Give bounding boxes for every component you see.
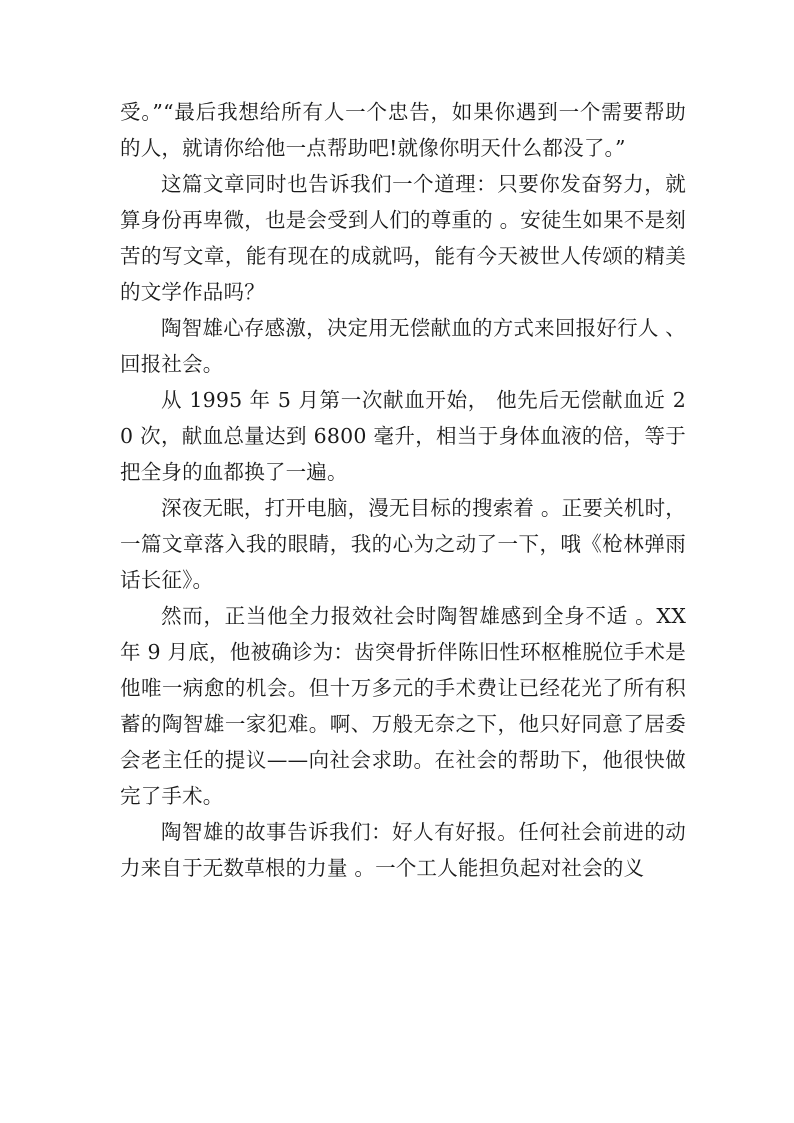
paragraph-continuation: 受。”“最后我想给所有人一个忠告，如果你遇到一个需要帮助的人，就请你给他一点帮助吧!就像你明天什么都没了。” [120,100,686,160]
paragraph-gratitude: 陶智雄心存感激，决定用无偿献血的方式来回报好行人 、回报社会。 [120,316,686,376]
paragraph-blood-donation: 从 1995 年 5 月第一次献血开始， 他先后无偿献血近 20 次，献血总量达到 6800 毫升，相当于身体血液的倍，等于把全身的血都换了一遍。 [120,388,686,484]
paragraph-lesson: 这篇文章同时也告诉我们一个道理：只要你发奋努力，就算身份再卑微，也是会受到人们的尊重的 。安徒生如果不是刻苦的写文章，能有现在的成就吗，能有今天被世人传颂的精美的文学作品吗？ [120,172,686,304]
document-body [120,94,686,886]
paragraph-late-night: 深夜无眠，打开电脑，漫无目标的搜索着 。正要关机时，一篇文章落入我的眼睛，我的心为之动了一下，哦《枪林弹雨话长征》。 [120,496,686,592]
paragraph-conclusion: 陶智雄的故事告诉我们：好人有好报。任何社会前进的动力来自于无数草根的力量 。一个工人能担负起对社会的义 [120,820,686,880]
paragraph-illness: 然而，正当他全力报效社会时陶智雄感到全身不适 。XX 年 9 月底，他被确诊为：齿突骨折伴陈旧性环枢椎脱位手术是他唯一病愈的机会。但十万多元的手术费让已经花光了所有积蓄的陶智雄一家犯难。啊、万般无奈之下，他只好同意了居委会老主任的提议——向社会求助。在社会的帮助下，他很快做完了手术。 [120,604,686,808]
